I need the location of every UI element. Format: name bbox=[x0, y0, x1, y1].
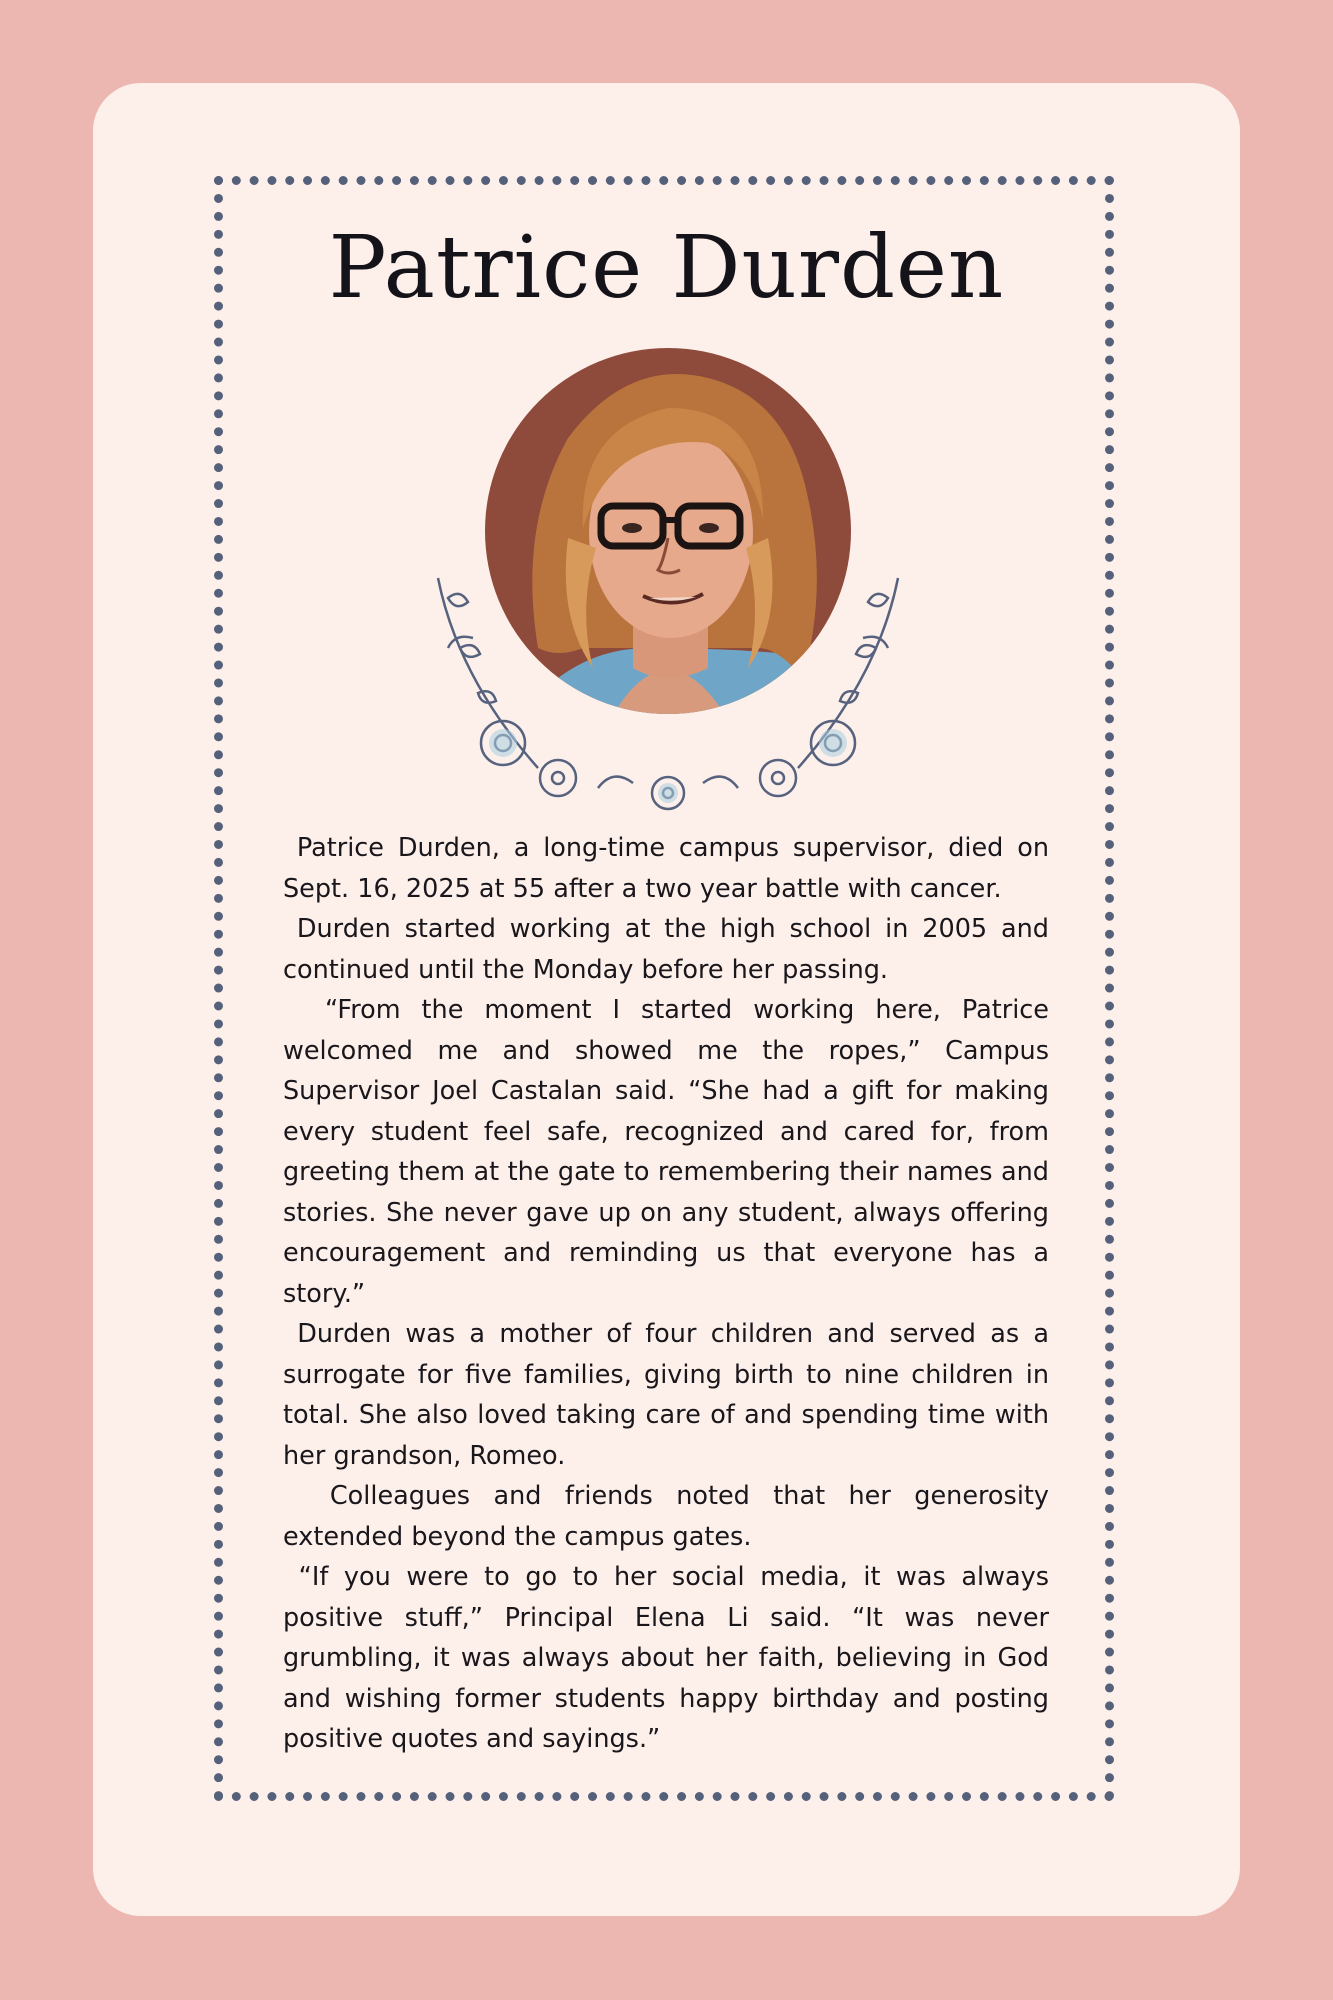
paragraph: “If you were to go to her social media, it was always positive stuff,” Principal Elena Li said. “It was never grumbling, it was always about her faith, believing in God and wishing former students happy birthday and posting positive quotes and sayings.” bbox=[283, 1562, 1049, 1754]
obituary-card bbox=[93, 83, 1240, 1916]
paragraph: “From the moment I started working here, Patrice welcomed me and showed me the ropes,” Campus Supervisor Joel Castalan said. “She had a gift for making every student feel safe, recognized and cared for, from greeting them at the gate to remembering their names and stories. She never gave up on any student, always offering encouragement and reminding us that everyone has a story.” bbox=[283, 995, 1049, 1309]
paragraph: Colleagues and friends noted that her generosity extended beyond the campus gates. bbox=[283, 1481, 1049, 1552]
paragraph: Durden was a mother of four children and served as a surrogate for five families, giving birth to nine children in total. She also loved taking care of and spending time with her grandson, Romeo. bbox=[283, 1319, 1049, 1471]
paragraph: Durden started working at the high school in 2005 and continued until the Monday before her passing. bbox=[283, 914, 1049, 985]
obituary-body bbox=[283, 828, 1049, 1760]
page-title: Patrice Durden bbox=[328, 218, 1005, 318]
paragraph: Patrice Durden, a long-time campus supervisor, died on Sept. 16, 2025 at 55 after a two year battle with cancer. bbox=[283, 833, 1049, 904]
portrait-illustration bbox=[418, 348, 918, 818]
